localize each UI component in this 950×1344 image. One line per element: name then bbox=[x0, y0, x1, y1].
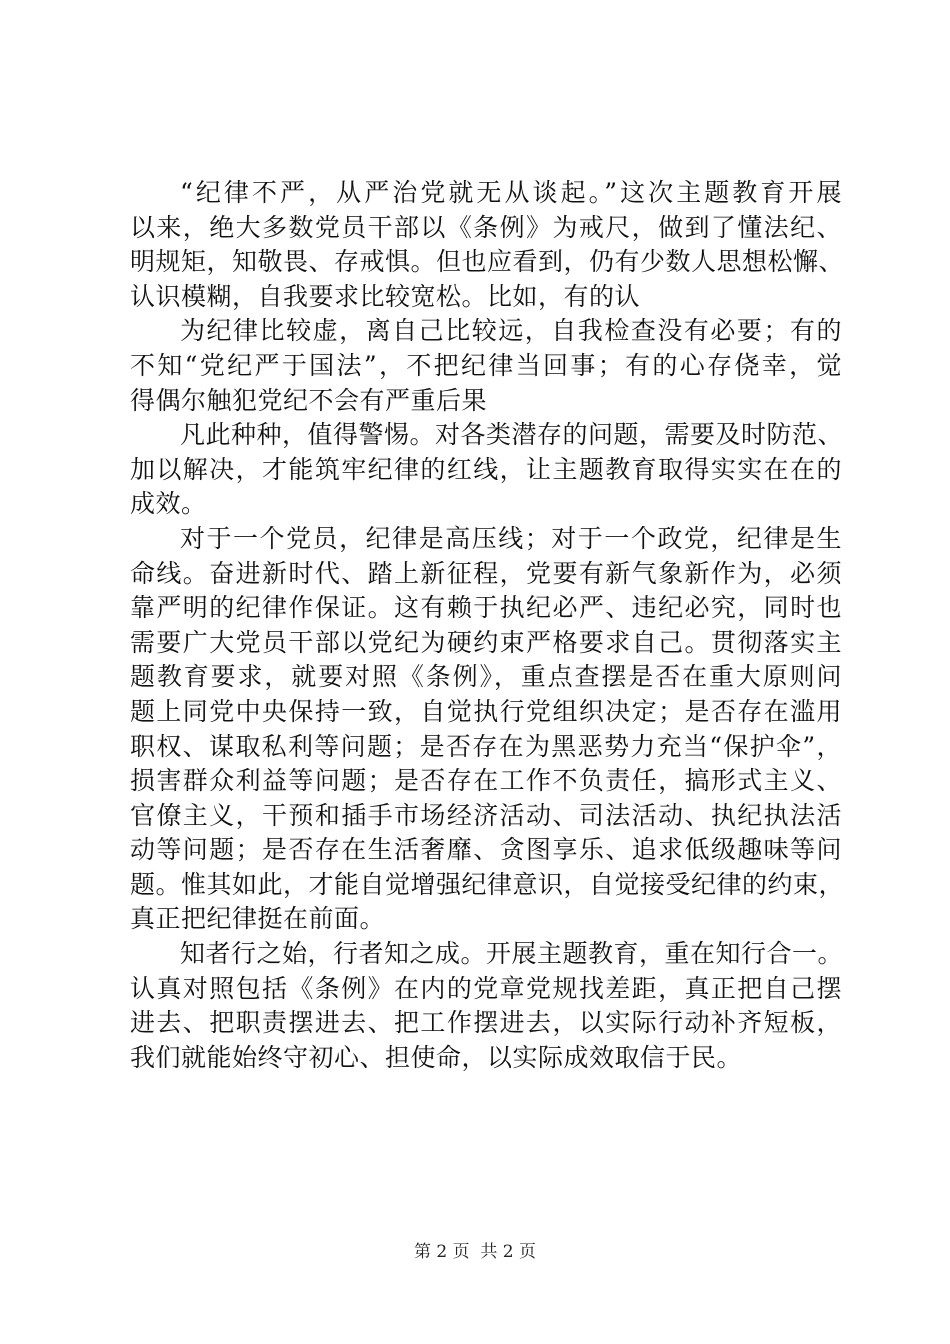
paragraph-3 bbox=[130, 418, 842, 522]
text-line: 损害群众利益等问题；是否存在工作不负责任，搞形式主义、 bbox=[130, 766, 842, 796]
text-line: 成效。 bbox=[130, 489, 207, 519]
text-line: 不知“党纪严于国法”，不把纪律当回事；有的心存侥幸，觉 bbox=[130, 350, 842, 380]
text-line: 题。惟其如此，才能自觉增强纪律意识，自觉接受纪律的约束， bbox=[130, 869, 845, 899]
text-line: 以来，绝大多数党员干部以《条例》为戒尺，做到了懂法纪、 bbox=[130, 212, 842, 242]
text-line: 对于一个党员，纪律是高压线；对于一个政党，纪律是生 bbox=[180, 523, 842, 553]
text-line: 得偶尔触犯党纪不会有严重后果 bbox=[130, 385, 488, 415]
text-line: 加以解决，才能筑牢纪律的红线，让主题教育取得实实在在的 bbox=[130, 454, 842, 484]
text-line: 凡此种种，值得警惕。对各类潜存的问题，需要及时防范、 bbox=[180, 420, 844, 450]
paragraph-2 bbox=[130, 314, 842, 418]
text-line: 知者行之始，行者知之成。开展主题教育，重在知行合一。 bbox=[180, 939, 844, 969]
text-line: 我们就能始终守初心、担使命，以实际成效取信于民。 bbox=[130, 1042, 743, 1072]
text-line: 真正把纪律挺在前面。 bbox=[130, 904, 386, 934]
text-line: 为纪律比较虚，离自己比较远，自我检查没有必要；有的 bbox=[180, 316, 842, 346]
text-line: 明规矩，知敬畏、存戒惧。但也应看到，仍有少数人思想松懈、 bbox=[130, 247, 845, 277]
page-number: 第 2 页 共 2 页 bbox=[413, 1242, 537, 1262]
text-line: 官僚主义，干预和插手市场经济活动、司法活动、执纪执法活 bbox=[130, 800, 842, 830]
page-footer bbox=[0, 1241, 950, 1263]
text-line: 需要广大党员干部以党纪为硬约束严格要求自己。贯彻落实主 bbox=[130, 627, 842, 657]
text-line: 认识模糊，自我要求比较宽松。比如，有的认 bbox=[130, 281, 641, 311]
document-body bbox=[130, 176, 845, 1075]
text-line: 题教育要求，就要对照《条例》，重点查摆是否在重大原则问 bbox=[130, 662, 842, 692]
text-line: “纪律不严，从严治党就无从谈起。”这次主题教育开展 bbox=[180, 178, 842, 207]
text-line: 靠严明的纪律作保证。这有赖于执纪必严、违纪必究，同时也 bbox=[130, 593, 842, 623]
paragraph-5 bbox=[130, 937, 842, 1075]
paragraph-4 bbox=[130, 522, 845, 937]
text-line: 题上同党中央保持一致，自觉执行党组织决定；是否存在滥用 bbox=[130, 696, 842, 726]
paragraph-1 bbox=[130, 176, 845, 314]
text-line: 动等问题；是否存在生活奢靡、贪图享乐、追求低级趣味等问 bbox=[130, 835, 842, 865]
text-line: 职权、谋取私利等问题；是否存在为黑恶势力充当“保护伞”， bbox=[130, 731, 842, 761]
text-line: 进去、把职责摆进去、把工作摆进去，以实际行动补齐短板， bbox=[130, 1008, 842, 1038]
text-line: 认真对照包括《条例》在内的党章党规找差距，真正把自己摆 bbox=[130, 973, 842, 1003]
text-line: 命线。奋进新时代、踏上新征程，党要有新气象新作为，必须 bbox=[130, 558, 842, 588]
